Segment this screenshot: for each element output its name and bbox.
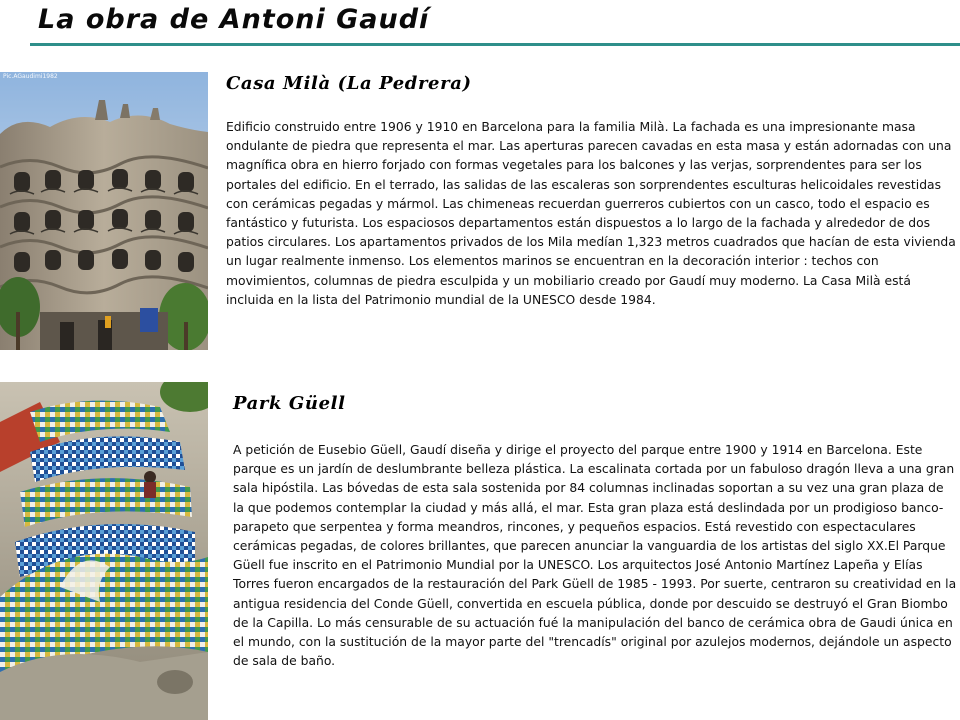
casa-mila-description: Edificio construido entre 1906 y 1910 en Barcelona para la familia Milà. La fachada es una impresionante masa ondulante de piedra que representa el mar. Las aperturas parecen cavadas en esta masa y están adornadas con una magnífica obra en hierro forjado con formas vegetales para los balcones y las verjas, sorprendentes para ser los portales del edificio. En el terrado, las salidas de las escaleras son sorprendentes esculturas helicoidales revestidas con cerámicas pegadas y mármol. Las chimeneas recuerdan guerreros cubiertos con un casco, todo el espacio es fantástico y futurista. Los espaciosos departamentos están dispuestos a lo largo de la fachada y alrededor de dos patios circulares. Los apartamentos privados de los Mila medían 1,323 metros cuadrados que hacían de esta vivienda un lugar realmente inmenso. Los elementos marinos se encuentran en la decoración interior : techos con movimientos, columnas de piedra esculpida y un mobiliario creado por Gaudí muy moderno. La Casa Milà está incluida en la lista del Patrimonio mundial de la UNESCO desde 1984. [226,120,956,307]
park-guell-photo [0,382,208,720]
page-title: La obra de Antoni Gaudí [38,4,430,35]
park-guell-description: A petición de Eusebio Güell, Gaudí diseña y dirige el proyecto del parque entre 1900 y 1914 en Barcelona. Este parque es un jardín de deslumbrante belleza plástica. La escalinata cortada por un fabuloso dragón lleva a una gran sala hipóstila. Las bóvedas de esta sala sostenida por 84 columnas inclinadas soportan a su vez una gran plaza de la que podemos contemplar la ciudad y más allá, el mar. Esta gran plaza está deslindada por un prodigioso banco-parapeto que serpentea y forma meandros, rincones, y pequeños espacios. Está revestido con espectaculares cerámicas pegadas, de colores brillantes, que parecen anunciar la vanguardia de los artistas del siglo XX.El Parque Güell fue inscrito en el Patrimonio Mundial por la UNESCO. Los arquitectos José Antonio Martínez Lapeña y Elías Torres fueron encargados de la restauración del Park Güell de 1985 - 1993. Por suerte, centraron su creatividad en la antigua residencia del Conde Güell, convertida en escuela pública, donde por descuido se destruyó el Gran Biombo de la Capilla. Lo más censurable de su actuación fué la manipulación del banco de cerámica obra de Gaudi única en el mundo, con la sustitución de la mayor parte del "trencadís" original por azulejos modernos, dejándole un aspecto de sala de baño. [233,443,957,669]
park-guell-heading: Park Güell [233,393,346,414]
casa-mila-photo [0,72,208,350]
casa-mila-heading: Casa Milà (La Pedrera) [226,73,472,94]
title-underline [30,43,960,46]
photo-credit: Pic.AGaudimi1982 [3,73,58,80]
